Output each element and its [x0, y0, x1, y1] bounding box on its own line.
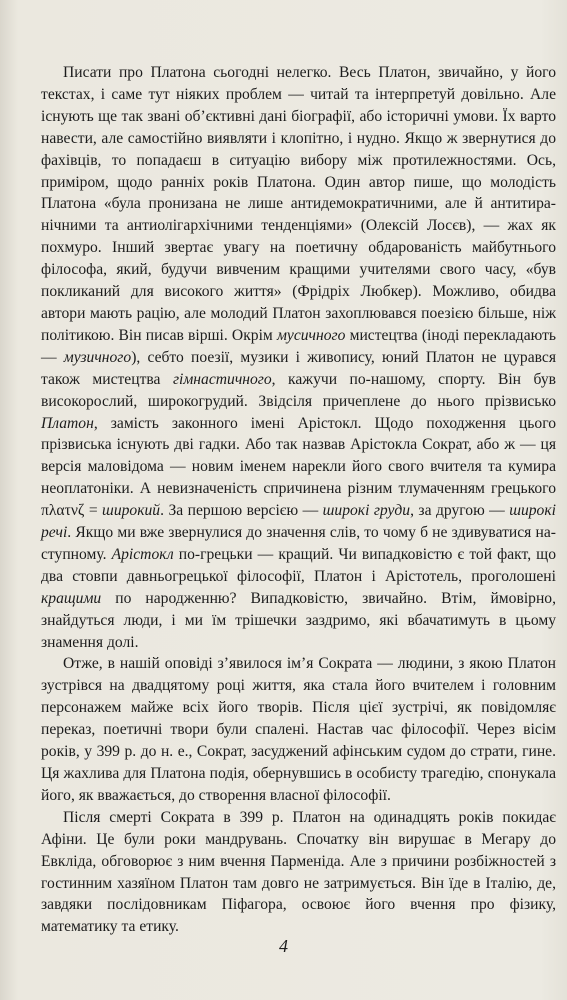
- italic-run: музичного: [63, 348, 132, 366]
- text-run: по-грецьки — кращий. Чи випадковістю є той факт, що два стовпи давньогрецької філософії, Платон і Арістотель, проголошені: [41, 545, 556, 585]
- paragraph: [41, 653, 556, 806]
- italic-run: кращими: [41, 589, 102, 607]
- paragraph: [41, 807, 556, 938]
- body-text: [41, 62, 556, 938]
- text-run: мистецтва (іноді перекладають —: [41, 326, 557, 366]
- italic-run: широкі речі: [41, 502, 556, 542]
- italic-run: мусичного: [276, 326, 346, 344]
- italic-run: широкі груди: [322, 502, 411, 520]
- text-run: , кажучи по-нашому, спорту. Він був високорослий, широкогрудий. Звідсіля причеплене до нього прізвисько: [41, 370, 556, 410]
- text-run: . За першою версією —: [160, 502, 323, 520]
- italic-run: широкий: [102, 502, 161, 520]
- text-run: ), себто поезії, музики і живопису, юний Платон не цурався також мистецтва: [41, 348, 557, 388]
- text-run: , за другою —: [410, 502, 510, 520]
- page-number: 4: [279, 936, 288, 956]
- text-run: по народженню? Випадковістю, звичайно. Втім, ймовірно, знайдуться люди, і ми їм трішечки заздримо, які вбачатимуть в цьому знамення долі.: [41, 589, 556, 651]
- text-run: , замість законного імені Арістокл. Щодо походження цього прізвиська існують дві гадки. Або так назвав Арістокла Сократ, або ж — ця версія маловідома — новим іменем нарекли його свого вчителя та кумира неоплатоніки. А невизначеність спричинена різним тлумаченням грецького πλατνζ =: [41, 414, 556, 520]
- text-run: Писати про Платона сьогодні нелегко. Весь Платон, звичайно, у його текстах, і саме тут ніяких проблем — читай та інтерпретуй довільно. Але існують ще так звані об’єктивні дані біографії, або історичні умови. Їх варто навести, але самостійно виявляти і клопітно, і нудно. Якщо ж звернутися до фахівців, то попадаєш в ситуацію вибору між протилежностями. Ось, приміром, щодо ранніх років Платона. Один автор пише, що молодість Платона «була пронизана не лише антидемократичними, але й антитиранічними та антиолігархічними тенденціями» (Олексій Лосєв), — жах як похмуро. Інший звертає увагу на поетичну обдарованість майбутнього філософа, який, будучи вивченим кращими учителями свого часу, «був покликаний для високого життя» (Фрідріх Любкер). Можливо, обидва автори мають рацію, але молодий Платон захоплювався поезією більше, ніж політикою. Він писав вірші. Окрім: [41, 64, 556, 344]
- text-run: Отже, в нашій оповіді з’явилося ім’я Сократа — людини, з якою Платон зустрівся на двадцятому році життя, яка стала його вчителем і головним персонажем майже всіх його творів. Після цієї зустрічі, як повідомляє переказ, поетичні твори були спалені. Настав час філософії. Через вісім років, у 399 р. до н. е., Сократ, засуджений афінським судом до страти, гине. Ця жахлива для Платона подія, обернувшись в особисту трагедію, спонукала його, як вважається, до створення власної філософії.: [41, 655, 556, 804]
- italic-run: Арістокл: [111, 545, 174, 563]
- text-run: Після смерті Сократа в 399 р. Платон на одинадцять років покидає Афіни. Це були роки мандрувань. Спочатку він вирушає в Мегару до Евкліда, обговорює з ним вчення Парменіда. Але з причини розбіжностей з гостинним хазяїном Платон там довго не затримується. Він їде в Італію, де, завдяки послідовникам Піфагора, освоює його вчення про фізику, математику та етику.: [41, 808, 556, 936]
- paragraph: [41, 62, 556, 653]
- text-run: . Якщо ми вже звернулися до значення слів, то чому б не здивуватися наступному.: [41, 524, 556, 563]
- italic-run: гімнастичного: [172, 370, 272, 388]
- italic-run: Платон: [41, 414, 94, 432]
